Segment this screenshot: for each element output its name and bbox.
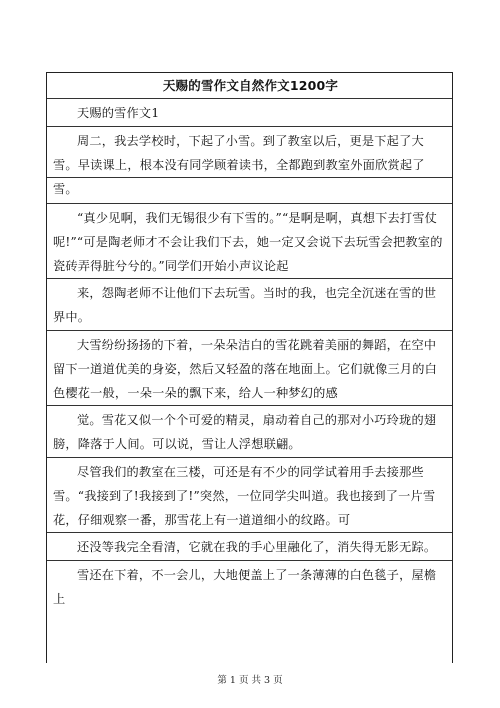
essay-title: 天赐的雪作文自然作文1200字	[47, 73, 452, 99]
page-number: 第 1 页 共 3 页	[217, 675, 283, 686]
essay-paragraph: 觉。雪花又似一个个可爱的精灵，扇动着自己的那对小巧玲珑的翅膀，降落于人间。可以说，雪让人浮想联翩。	[47, 406, 452, 458]
essay-paragraph: 还没等我完全看清，它就在我的手心里融化了，消失得无影无踪。	[47, 533, 452, 561]
essay-paragraph: 尽管我们的教室在三楼，可还是有不少的同学试着用手去接那些雪。“我接到了!我接到了!”突然，一位同学尖叫道。我也接到了一片雪花，仔细观察一番，那雪花上有一道道细小的纹路。可	[47, 458, 452, 533]
essay-paragraph: “真少见啊，我们无锡很少有下雪的。”“是啊是啊，真想下去打雪仗呢!”“可是陶老师才不会让我们下去，她一定又会说下去玩雪会把教室的瓷砖弄得脏兮兮的。”同学们开始小声议论起	[47, 204, 452, 279]
essay-subtitle: 天赐的雪作文1	[47, 99, 452, 127]
essay-paragraph: 雪还在下着，不一会儿，大地便盖上了一条薄薄的白色毯子，屋檐上	[53, 568, 437, 606]
essay-table	[46, 72, 453, 663]
essay-paragraph: 来，怨陶老师不让他们下去玩雪。当时的我，也完全沉迷在雪的世界中。	[47, 279, 452, 331]
essay-paragraph: 周二，我去学校时，下起了小雪。到了教室以后，更是下起了大雪。早读课上，根本没有同学顾着读书，全都跑到教室外面欣赏起了雪。	[47, 127, 452, 178]
essay-paragraph: 大雪纷纷扬扬的下着，一朵朵洁白的雪花跳着美丽的舞蹈，在空中留下一道道优美的身姿，然后又轻盈的落在地面上。它们就像三月的白色樱花一般，一朵一朵的飘下来，给人一种梦幻的感	[47, 331, 452, 406]
empty-row	[47, 178, 452, 204]
